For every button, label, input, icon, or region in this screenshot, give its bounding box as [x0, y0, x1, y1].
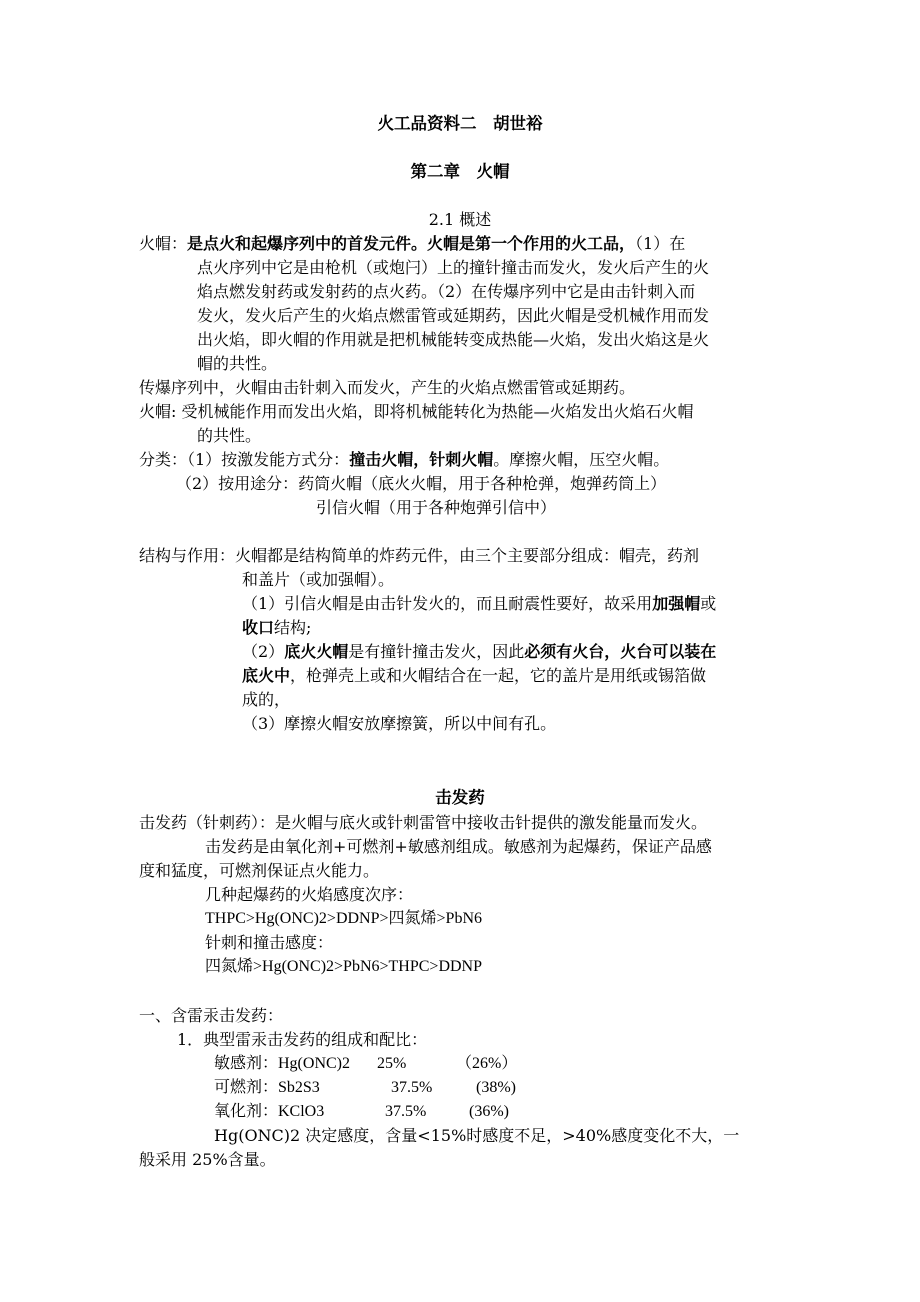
- mercury-heading: 一、含雷汞击发药：: [139, 1006, 284, 1025]
- flame-sensitivity-order: THPC>Hg(ONC)2>DDNP>四氮烯>PbN6: [205, 910, 483, 927]
- stab-sensitivity-label: 针刺和撞击感度：: [205, 933, 334, 952]
- primer-definition: 击发药（针刺药）：是火帽与底火或针刺雷管中接收击针提供的激发能量而发火。: [139, 813, 708, 832]
- structure-line-1: 结构与作用：火帽都是结构简单的炸药元件，由三个主要部分组成：帽壳，药剂: [139, 546, 700, 565]
- flame-sensitivity-label: 几种起爆药的火焰感度次序：: [205, 885, 414, 904]
- intro-line-1: 火帽：是点火和起爆序列中的首发元件。火帽是第一个作用的火工品，（1）在: [139, 234, 686, 253]
- intro-line-3: 焰点燃发射药或发射药的点火药。（2）在传爆序列中它是由击针刺入而: [197, 282, 696, 301]
- composition-row: 氧化剂：KClO3 37.5% (36%): [214, 1103, 509, 1120]
- mercury-note-line-2: 般采用 25%含量。: [139, 1150, 276, 1169]
- section-title: 2.1 概述: [428, 210, 492, 229]
- mercury-subheading: 1．典型雷汞击发药的组成和配比：: [177, 1030, 428, 1049]
- intro-line-4: 发火，发火后产生的火焰点燃雷管或延期药，因此火帽是受机械作用而发: [197, 306, 710, 325]
- chain-line: 传爆序列中，火帽由击针刺入而发火，产生的火焰点燃雷管或延期药。: [139, 378, 636, 397]
- structure-point-2-line-3: 成的，: [242, 690, 291, 709]
- classification-line-2: （2）按用途分：药筒火帽（底火火帽，用于各种枪弹，炮弹药筒上）: [176, 474, 667, 493]
- chapter-title: 第二章 火帽: [410, 162, 510, 181]
- intro-line-6: 帽的共性。: [197, 354, 278, 373]
- structure-point-3: （3）摩擦火帽安放摩擦簧，所以中间有孔。: [242, 714, 557, 733]
- primer-section-title: 击发药: [435, 788, 485, 807]
- stab-sensitivity-order: 四氮烯>Hg(ONC)2>PbN6>THPC>DDNP: [205, 958, 483, 975]
- composition-row: 可燃剂：Sb2S3 37.5% (38%): [214, 1079, 516, 1096]
- intro-line-5: 出火焰，即火帽的作用就是把机械能转变成热能—火焰，发出火焰这是火: [197, 330, 710, 349]
- structure-point-2-line-1: （2）底火火帽是有撞针撞击发火，因此必须有火台，火台可以装在: [242, 642, 717, 661]
- classification-line-3: 引信火帽（用于各种炮弹引信中）: [316, 498, 557, 517]
- document-title: 火工品资料二 胡世裕: [377, 114, 543, 133]
- mercury-note-line-1: Hg(ONC)2 决定感度，含量<15%时感度不足，>40%感度变化不大，一: [214, 1126, 740, 1145]
- composition-row: 敏感剂：Hg(ONC)2 25% （26%）: [214, 1055, 518, 1072]
- primer-composition-line-2: 度和猛度，可燃剂保证点火能力。: [139, 861, 380, 880]
- structure-point-2-line-2: 底火中，枪弹壳上或和火帽结合在一起，它的盖片是用纸或锡箔做: [242, 666, 707, 685]
- primer-composition-line-1: 击发药是由氧化剂+可燃剂+敏感剂组成。敏感剂为起爆药，保证产品感: [205, 837, 712, 856]
- structure-point-1-line-1: （1）引信火帽是由击针发火的，而且耐震性要好，故采用加强帽或: [242, 594, 717, 613]
- cap-definition-line-1: 火帽: 受机械能作用而发出火焰，即将机械能转化为热能—火焰发出火焰石火帽: [139, 402, 694, 421]
- cap-definition-line-2: 的共性。: [197, 426, 262, 445]
- structure-point-1-line-2: 收口结构;: [242, 618, 312, 637]
- classification-line-1: 分类：（1）按激发能方式分：撞击火帽，针刺火帽。摩擦火帽，压空火帽。: [139, 450, 670, 469]
- structure-line-2: 和盖片（或加强帽）。: [242, 570, 395, 589]
- intro-line-2: 点火序列中它是由枪机（或炮闩）上的撞针撞击而发火，发火后产生的火: [197, 258, 710, 277]
